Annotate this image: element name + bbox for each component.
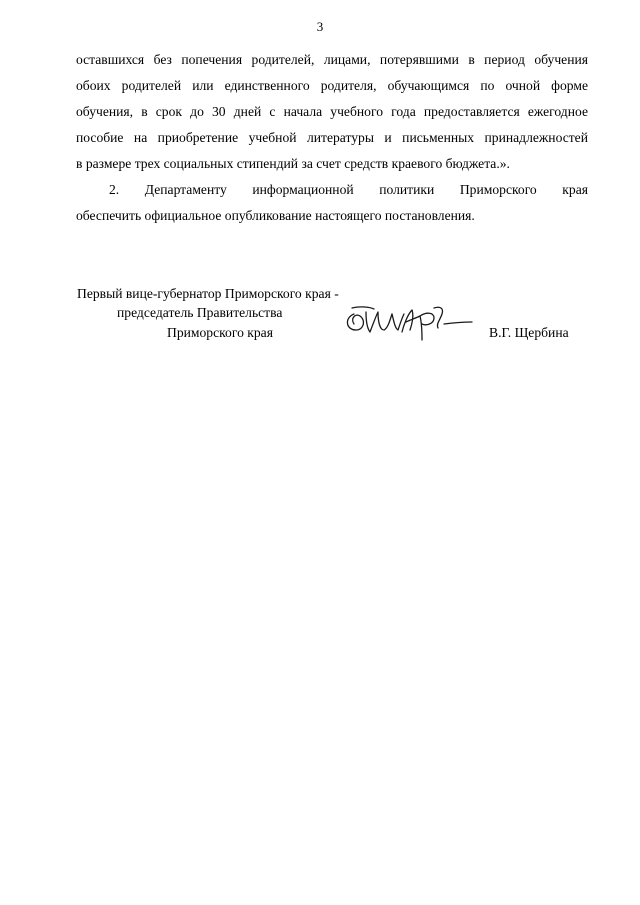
paragraph-line: оставшихся без попечения родителей, лицами, потерявшими в период обучения bbox=[76, 52, 588, 67]
handwritten-signature bbox=[340, 294, 480, 350]
signatory-title-line: Первый вице-губернатор Приморского края - bbox=[77, 286, 339, 301]
paragraph-1 bbox=[76, 47, 588, 177]
paragraph-line: обеспечить официальное опубликование настоящего постановления. bbox=[76, 208, 475, 223]
signatory-name: В.Г. Щербина bbox=[489, 325, 569, 340]
paragraph-line: обучения, в срок до 30 дней с начала учебного года предоставляется ежегодное bbox=[76, 104, 588, 119]
page-number: 3 bbox=[316, 19, 324, 34]
signatory-title-line: Приморского края bbox=[167, 325, 273, 340]
paragraph-line: пособие на приобретение учебной литературы и письменных принадлежностей bbox=[76, 130, 588, 145]
paragraph-line: 2. Департаменту информационной политики Приморского края bbox=[109, 182, 588, 197]
paragraph-line: в размере трех социальных стипендий за счет средств краевого бюджета.». bbox=[76, 156, 510, 171]
paragraph-2 bbox=[76, 177, 588, 229]
paragraph-line: обоих родителей или единственного родителя, обучающимся по очной форме bbox=[76, 78, 588, 93]
signature-block bbox=[0, 284, 640, 344]
signatory-title-line: председатель Правительства bbox=[117, 305, 283, 320]
